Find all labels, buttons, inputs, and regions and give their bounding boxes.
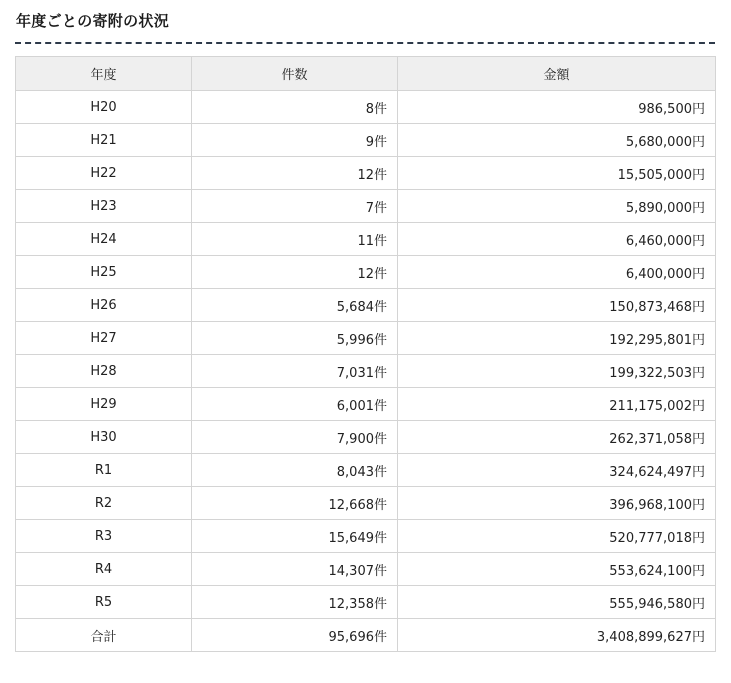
- cell-year: R5: [16, 586, 192, 619]
- table-row: [16, 256, 716, 289]
- cell-year: R3: [16, 520, 192, 553]
- cell-amount: 262,371,058円: [398, 421, 716, 454]
- cell-amount: 15,505,000円: [398, 157, 716, 190]
- cell-count: 12件: [192, 157, 398, 190]
- header-amount: 金額: [398, 57, 716, 91]
- table-row: [16, 223, 716, 256]
- cell-year: H21: [16, 124, 192, 157]
- cell-count: 8,043件: [192, 454, 398, 487]
- cell-count: 7件: [192, 190, 398, 223]
- cell-count: 15,649件: [192, 520, 398, 553]
- table-row: [16, 190, 716, 223]
- cell-amount: 192,295,801円: [398, 322, 716, 355]
- cell-amount: 324,624,497円: [398, 454, 716, 487]
- table-row: [16, 91, 716, 124]
- table-row: [16, 388, 716, 421]
- cell-year: R2: [16, 487, 192, 520]
- cell-count: 95,696件: [192, 619, 398, 652]
- table-row: [16, 487, 716, 520]
- cell-year: H26: [16, 289, 192, 322]
- cell-year: H25: [16, 256, 192, 289]
- cell-count: 12件: [192, 256, 398, 289]
- cell-amount: 986,500円: [398, 91, 716, 124]
- cell-count: 8件: [192, 91, 398, 124]
- donations-table: [15, 56, 716, 652]
- cell-year: H23: [16, 190, 192, 223]
- table-row: [16, 289, 716, 322]
- cell-year: H20: [16, 91, 192, 124]
- cell-count: 7,031件: [192, 355, 398, 388]
- dashed-divider: [15, 42, 715, 44]
- cell-count: 9件: [192, 124, 398, 157]
- table-row: [16, 124, 716, 157]
- cell-amount: 199,322,503円: [398, 355, 716, 388]
- cell-count: 12,358件: [192, 586, 398, 619]
- header-year: 年度: [16, 57, 192, 91]
- header-count: 件数: [192, 57, 398, 91]
- cell-year: H24: [16, 223, 192, 256]
- table-row: [16, 355, 716, 388]
- cell-year: R1: [16, 454, 192, 487]
- cell-amount: 396,968,100円: [398, 487, 716, 520]
- cell-count: 7,900件: [192, 421, 398, 454]
- cell-amount: 555,946,580円: [398, 586, 716, 619]
- table-row: [16, 322, 716, 355]
- cell-count: 12,668件: [192, 487, 398, 520]
- table-row: [16, 157, 716, 190]
- cell-year: H27: [16, 322, 192, 355]
- cell-count: 5,996件: [192, 322, 398, 355]
- cell-year: 合計: [16, 619, 192, 652]
- table-total-row: [16, 619, 716, 652]
- cell-amount: 3,408,899,627円: [398, 619, 716, 652]
- cell-year: H30: [16, 421, 192, 454]
- table-row: [16, 520, 716, 553]
- cell-year: H29: [16, 388, 192, 421]
- cell-amount: 553,624,100円: [398, 553, 716, 586]
- cell-amount: 150,873,468円: [398, 289, 716, 322]
- cell-count: 6,001件: [192, 388, 398, 421]
- table-row: [16, 421, 716, 454]
- cell-count: 5,684件: [192, 289, 398, 322]
- cell-year: H22: [16, 157, 192, 190]
- cell-year: H28: [16, 355, 192, 388]
- cell-count: 11件: [192, 223, 398, 256]
- cell-amount: 6,460,000円: [398, 223, 716, 256]
- cell-amount: 211,175,002円: [398, 388, 716, 421]
- cell-amount: 5,680,000円: [398, 124, 716, 157]
- section-title: 年度ごとの寄附の状況: [16, 12, 170, 30]
- cell-amount: 520,777,018円: [398, 520, 716, 553]
- table-header-row: [16, 57, 716, 91]
- table-row: [16, 454, 716, 487]
- table-row: [16, 586, 716, 619]
- cell-amount: 6,400,000円: [398, 256, 716, 289]
- cell-count: 14,307件: [192, 553, 398, 586]
- cell-amount: 5,890,000円: [398, 190, 716, 223]
- table-row: [16, 553, 716, 586]
- cell-year: R4: [16, 553, 192, 586]
